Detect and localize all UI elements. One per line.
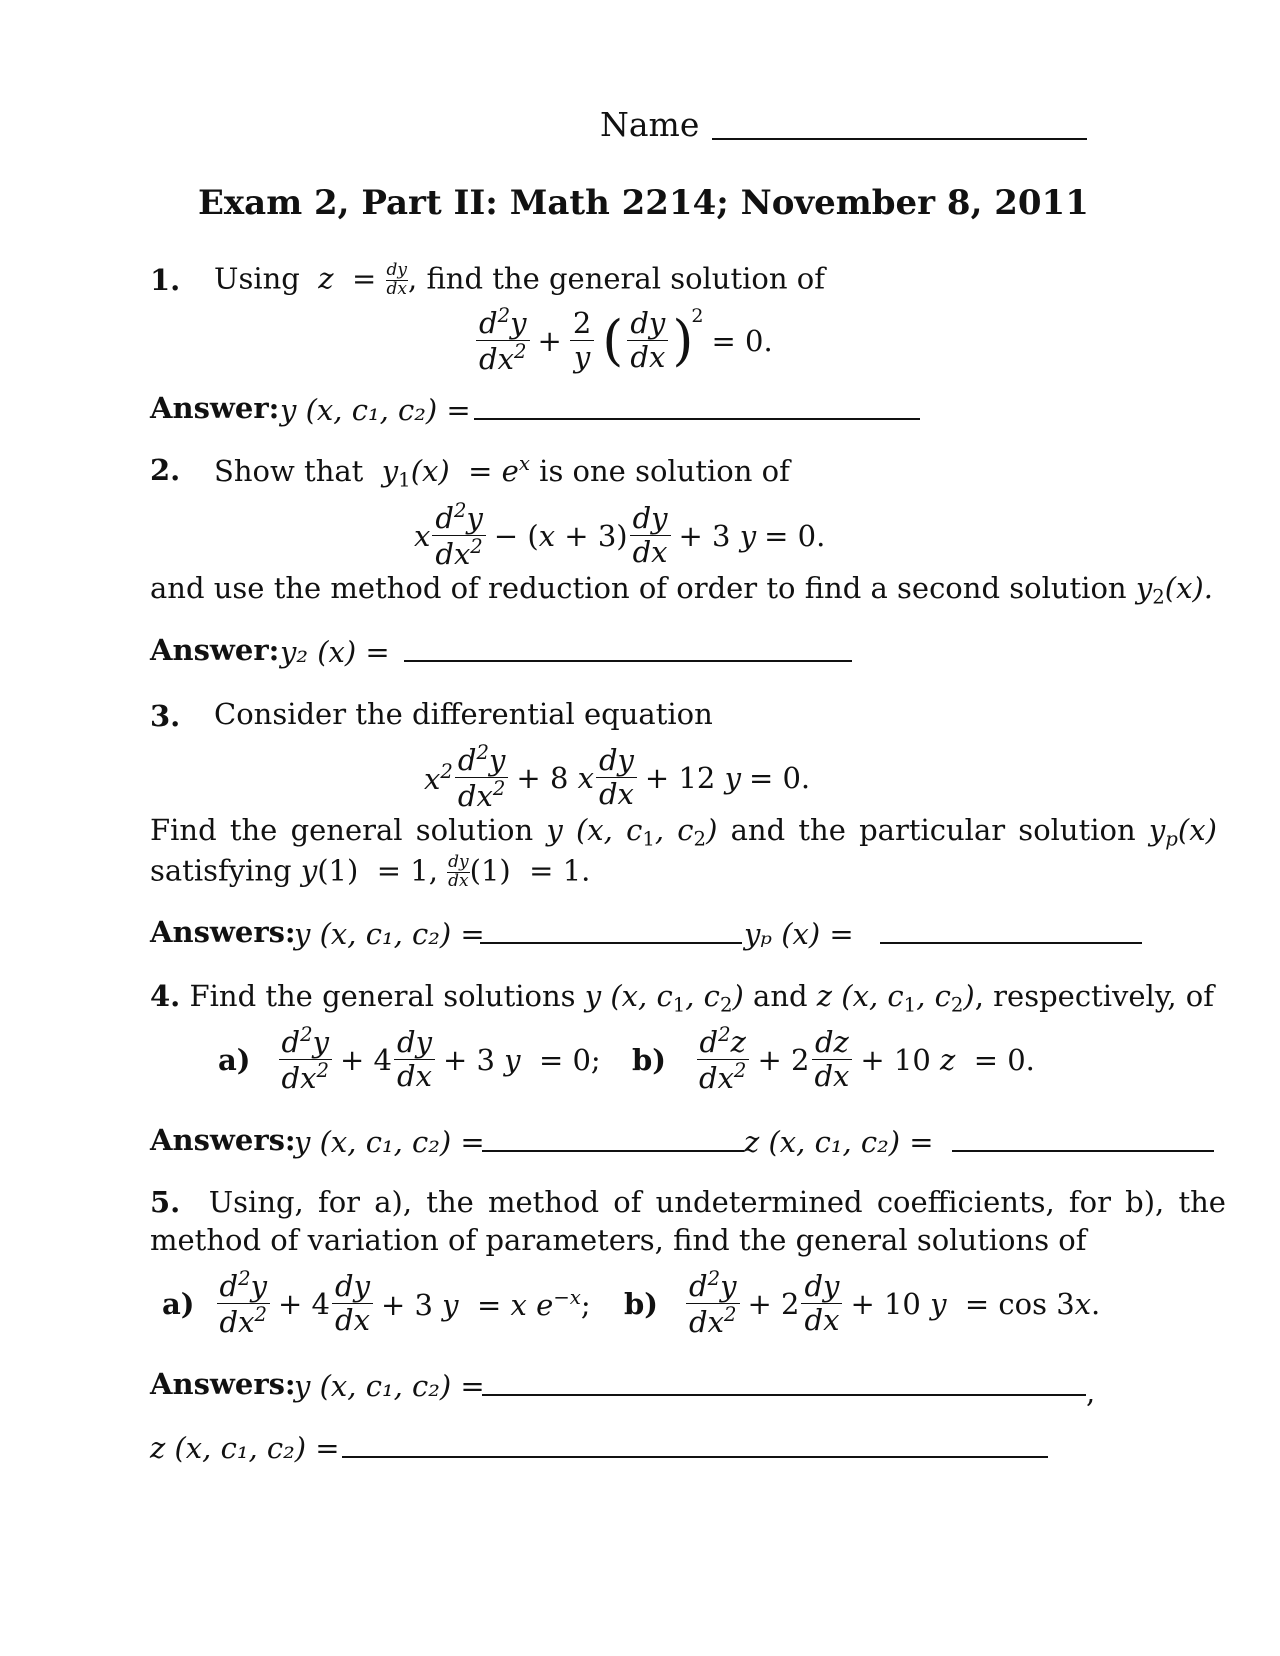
q3-answer-field2[interactable] bbox=[880, 942, 1142, 944]
q2-line2: and use the method of reduction of order to find a second solution $y_2(x)$. bbox=[150, 571, 1213, 609]
q3-number: 3. bbox=[150, 699, 181, 733]
q5-equation-b: b) $\frac{d^2y}{dx^2}$ + 2 $\frac{dy}{dx}$ + 10 y = cos 3x. bbox=[624, 1267, 1101, 1340]
q4-answer-field1[interactable] bbox=[482, 1150, 744, 1152]
q4-prompt: 4. Find the general solutions y (x, $c_1$, $c_2$) and z (x, $c_1$, $c_2$), respectively, of bbox=[150, 979, 1214, 1017]
q2-answer-field[interactable] bbox=[404, 660, 852, 662]
q2-prompt: Show that $y_1(x) = e^x$ is one solution of bbox=[214, 452, 790, 492]
q3-answer-field1[interactable] bbox=[480, 942, 742, 944]
q3-equation: $x^2$ $\frac{d^2y}{dx^2}$ + 8 x $\frac{dy}{dx}$ + 12 y = 0. bbox=[424, 741, 811, 814]
q4-equation-b: b) $\frac{d^2z}{dx^2}$ + 2 $\frac{dz}{dx}$ + 10 z = 0. bbox=[632, 1023, 1035, 1096]
q3-line3: satisfying y(1) = 1, $\frac{dy}{dx}$ (1) = 1. bbox=[150, 852, 591, 891]
q4-answers-label: Answers: bbox=[150, 1123, 296, 1157]
q5-answer-expr1: y (x, c₁, c₂) = bbox=[294, 1369, 485, 1403]
q4-answer-expr1: y (x, c₁, c₂) = bbox=[294, 1125, 485, 1159]
q5-answer-comma: , bbox=[1086, 1375, 1096, 1409]
q4-equation-a: a) $\frac{d^2y}{dx^2}$ + 4 $\frac{dy}{dx}$ + 3 y = 0; bbox=[218, 1023, 601, 1096]
name-label: Name bbox=[600, 105, 700, 144]
q1-answer-label: Answer: bbox=[150, 391, 280, 425]
exam-title: Exam 2, Part II: Math 2214; November 8, 2011 bbox=[198, 183, 1089, 223]
q5-answer-field2[interactable] bbox=[342, 1456, 1048, 1458]
q4-answer-expr2: z (x, c₁, c₂) = bbox=[744, 1125, 934, 1159]
q2-number: 2. bbox=[150, 453, 181, 487]
q1-answer-expr: y (x, c₁, c₂) = bbox=[280, 393, 471, 427]
q5-answer-expr2: z (x, c₁, c₂) = bbox=[150, 1431, 340, 1465]
q3-line2: Find the general solution y (x, $c_1$, $c_2$) and the particular solution yp(x) bbox=[150, 813, 1217, 851]
q3-answers-label: Answers: bbox=[150, 915, 296, 949]
q1-number: 1. bbox=[150, 263, 181, 297]
q2-answer-label: Answer: bbox=[150, 633, 280, 667]
q3-answer-expr1: y (x, c₁, c₂) = bbox=[294, 917, 485, 951]
q5-answers-label: Answers: bbox=[150, 1367, 296, 1401]
q1-answer-field[interactable] bbox=[474, 418, 920, 420]
name-field[interactable] bbox=[712, 138, 1087, 140]
q1-equation: $\frac{d^2y}{dx^2}$ + $\frac{2}{y}$ ( $\frac{dy}{dx}$ ) 2 = 0. bbox=[472, 305, 777, 376]
q5-equation-a: a) $\frac{d^2y}{dx^2}$ + 4 $\frac{dy}{dx}$ + 3 y = x $e^{-x}$; bbox=[162, 1267, 591, 1340]
q2-answer-expr: y₂ (x) = bbox=[280, 635, 390, 669]
q3-answer-expr2: yₚ (x) = bbox=[744, 917, 854, 951]
q5-answer-field1[interactable] bbox=[482, 1394, 1086, 1396]
q3-prompt: Consider the differential equation bbox=[214, 697, 713, 731]
q1-prompt: Using z = $\frac{dy}{dx}$ , find the general solution of bbox=[214, 260, 825, 299]
q5-line2: method of variation of parameters, find the general solutions of bbox=[150, 1223, 1087, 1257]
q5-line1: 5. Using, for a), the method of undetermined coefficients, for b), the bbox=[150, 1185, 1226, 1219]
q4-answer-field2[interactable] bbox=[952, 1150, 1214, 1152]
q2-equation: x $\frac{d^2y}{dx^2}$ − (x + 3) $\frac{dy}{dx}$ + 3 y = 0. bbox=[414, 499, 826, 572]
